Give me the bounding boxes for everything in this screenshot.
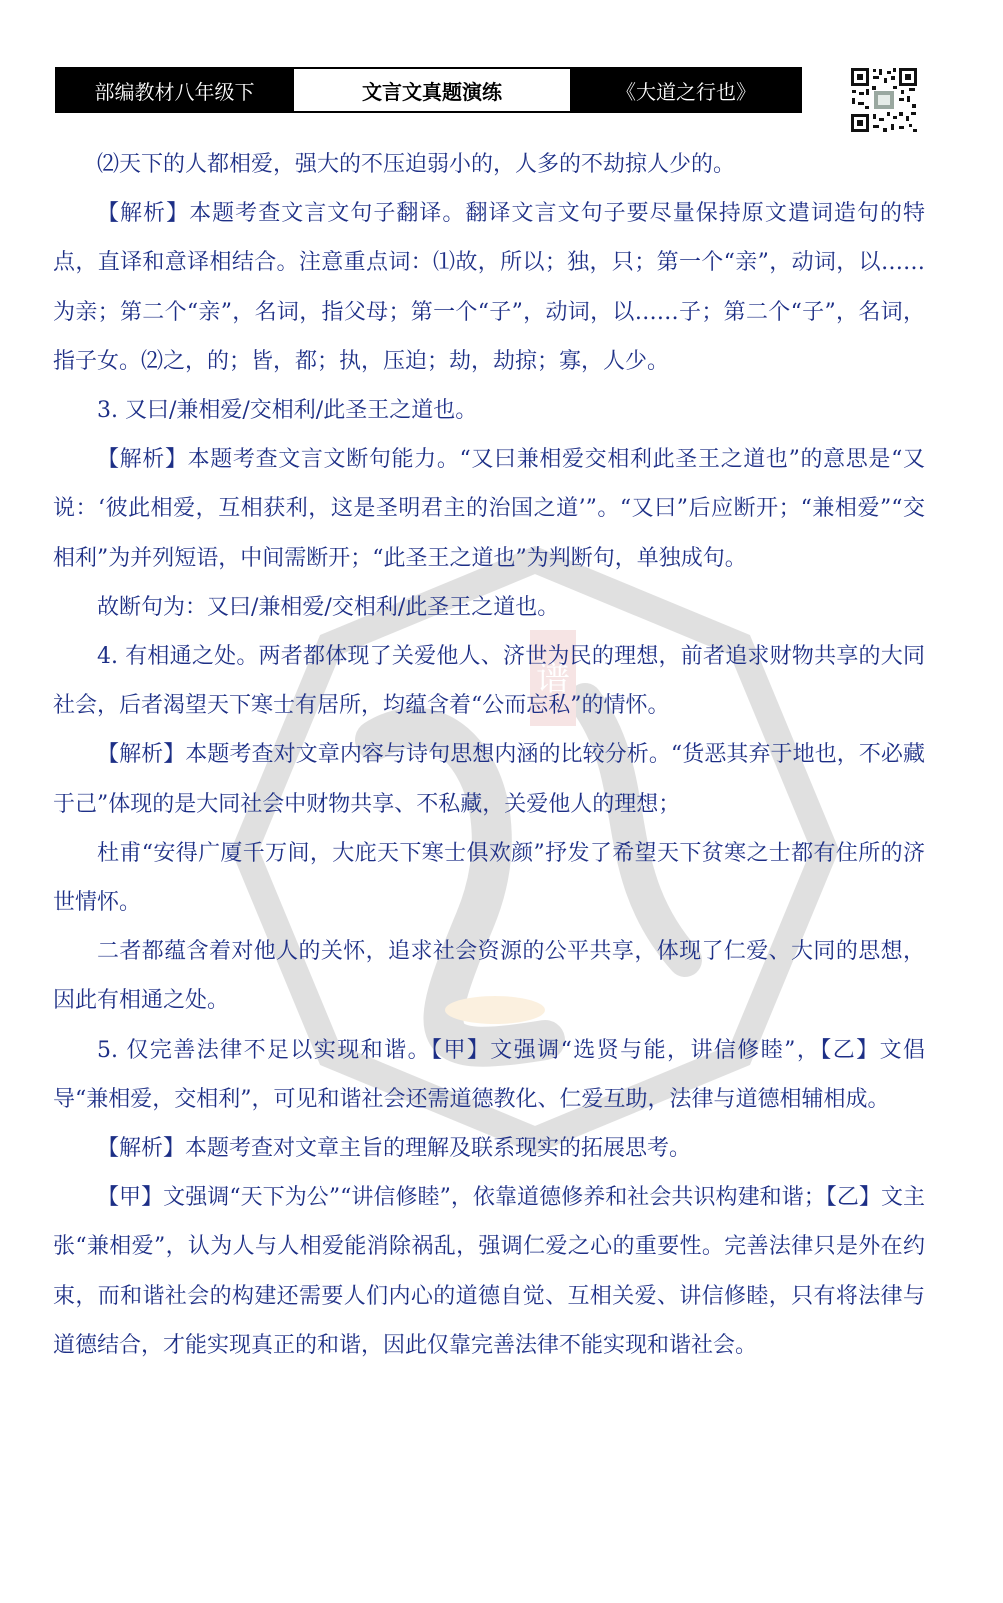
paragraph: 【解析】本题考查文言文断句能力。“又曰兼相爱交相利此圣王之道也”的意思是“又说：‘彼此相爱，互相获利，这是圣明君主的治国之道’”。“又曰”后应断开；“兼相爱”“交相利”为并列短语，中间需断开；“此圣王之道也”为判断句，单独成句。 bbox=[53, 447, 925, 571]
paragraph: 【解析】本题考查文言文句子翻译。翻译文言文句子要尽量保持原文遣词造句的特点，直译和意译相结合。注意重点词：⑴故，所以；独，只；第一个“亲”，动词，以……为亲；第二个“亲”，名词，指父母；第一个“子”，动词，以……子；第二个“子”，名词，指子女。⑵之，的；皆，都；执，压迫；劫，劫掠；寡，人少。 bbox=[53, 201, 925, 374]
paragraph: 二者都蕴含着对他人的关怀，追求社会资源的公平共享，体现了仁爱、大同的思想，因此有相通之处。 bbox=[53, 939, 925, 1014]
paragraph: 3. 又曰/兼相爱/交相利/此圣王之道也。 bbox=[97, 398, 478, 424]
paragraph: 杜甫“安得广厦千万间，大庇天下寒士俱欢颜”抒发了希望天下贫寒之士都有住所的济世情怀。 bbox=[53, 840, 925, 916]
paragraph: 【解析】本题考查对文章内容与诗句思想内涵的比较分析。“货恶其弃于地也，不必藏于己”体现的是大同社会中财物共享、不私藏，关爱他人的理想； bbox=[53, 742, 925, 817]
paragraph: ⑵天下的人都相爱，强大的不压迫弱小的，人多的不劫掠人少的。 bbox=[97, 152, 736, 177]
paragraph: 4. 有相通之处。两者都体现了关爱他人、济世为民的理想，前者追求财物共享的大同社会，后者渴望天下寒士有居所，均蕴含着“公而忘私”的情怀。 bbox=[53, 644, 925, 719]
header-lesson-title: 《大道之行也》 bbox=[572, 69, 800, 111]
answer-content bbox=[53, 140, 925, 1370]
paragraph: 【甲】文强调“天下为公”“讲信修睦”，依靠道德修养和社会共识构建和谐；【乙】文主张“兼相爱”，认为人与人相爱能消除祸乱，强调仁爱之心的重要性。完善法律只是外在约束，而和谐社会的构建还需要人们内心的道德自觉、互相关爱、讲信修睦，只有将法律与道德结合，才能实现真正的和谐，因此仅靠完善法律不能实现和谐社会。 bbox=[53, 1185, 925, 1358]
header-grade-label: 部编教材八年级下 bbox=[57, 69, 292, 111]
watermark-char: 谱 bbox=[536, 659, 570, 699]
paragraph: 【解析】本题考查对文章主旨的理解及联系现实的拓展思考。 bbox=[97, 1136, 692, 1162]
header-section-title: 文言文真题演练 bbox=[292, 69, 572, 111]
page-header bbox=[55, 67, 802, 113]
paragraph: 5. 仅完善法律不足以实现和谐。【甲】文强调“选贤与能，讲信修睦”，【乙】文倡导“兼相爱，交相利”，可见和谐社会还需道德教化、仁爱互助，法律与道德相辅相成。 bbox=[53, 1037, 925, 1112]
qr-code-icon bbox=[849, 66, 919, 134]
paragraph: 故断句为：又曰/兼相爱/交相利/此圣王之道也。 bbox=[97, 594, 560, 620]
